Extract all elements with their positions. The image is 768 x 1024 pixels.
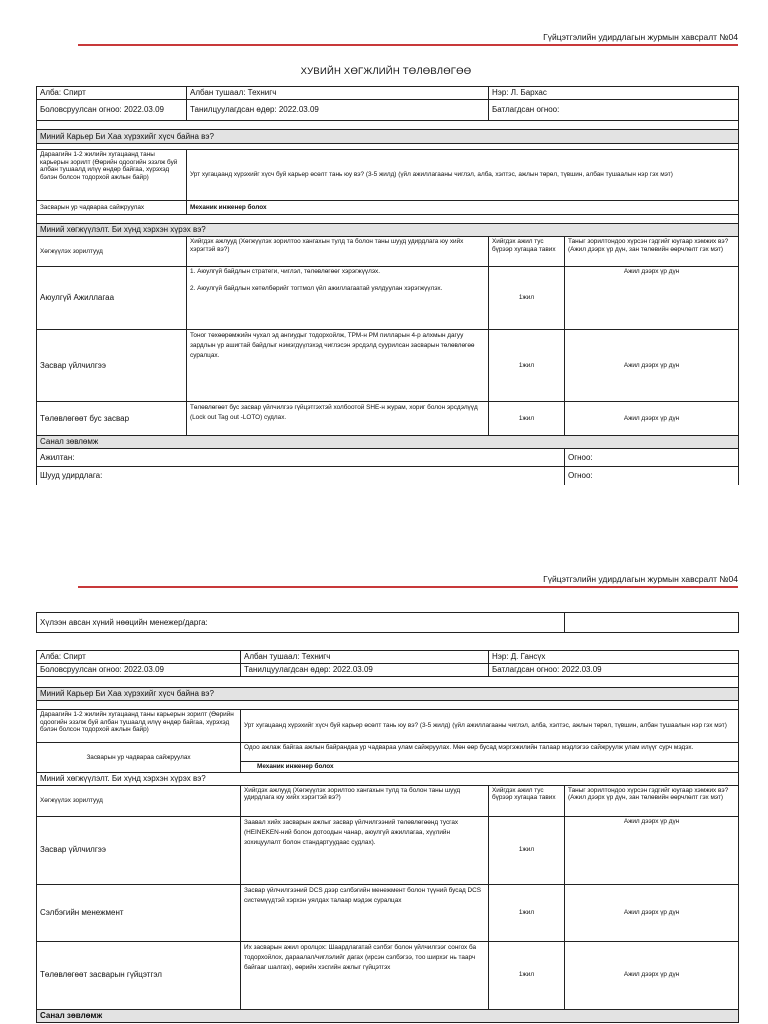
col-goals-header: Хөгжүүлэх зорилтууд (37, 237, 187, 267)
doc-header-page2: Гүйцэтгэлийн удирдлагын журмын хавсралт №04 (543, 574, 738, 584)
approved-date-cell: Батлагдсан огноо: 2022.03.09 (489, 664, 739, 677)
table-row (37, 816, 739, 884)
col-deadline-header: Хийгдэх ажил тус бүрээр хугацаа тавих (489, 237, 565, 267)
action-item: 1. Аюулгүй байдлын стратеги, чиглэл, төлөвлөгөөг хэрэгжүүлэх. (190, 268, 380, 275)
approved-date-cell: Батлагдсан огноо: (489, 100, 739, 121)
plan-table-page2 (36, 650, 739, 1023)
table-row (37, 884, 739, 941)
deadline-cell: 1жил (489, 402, 565, 436)
table-row (37, 267, 739, 330)
hr-manager-label: Хүлээн авсан хүний нөөцийн менежер/дарга: (37, 613, 565, 633)
goal-cell: Сэлбэгийн менежмент (37, 884, 241, 941)
table-row (37, 330, 739, 402)
deadline-cell: 1жил (489, 941, 565, 1009)
spacer-row (37, 701, 739, 710)
col-actions-header: Хийгдэх ажлууд (Хөгжүүлэх зорилтоо хангахын тулд та болон таны шууд удирдлага юу хийх хэрэгтэй вэ?) (241, 785, 489, 816)
employee-date: Огноо: (565, 449, 739, 467)
goal-cell: Төлөвлөгөөт бус засвар (37, 402, 187, 436)
manager-date: Огноо: (565, 467, 739, 485)
result-cell: Ажил дээрх үр дүн (565, 330, 739, 402)
advice-heading: Санал зөвлөмж (37, 436, 739, 449)
career-long-term-question: Урт хугацаанд хүрэхийг хүсч буй карьер өсөлт тань юу вэ? (3-5 жилд) (үйл ажиллагааны чиглэл, алба, хэлтэс, ажлын төрөл, түвшин, албан тушаалын нэр гэх мэт) (241, 710, 739, 743)
goal-cell: Аюулгүй Ажиллагаа (37, 267, 187, 330)
result-cell: Ажил дээрх үр дүн (565, 267, 739, 330)
col-result-header: Таныг зорилтондоо хүрсэн гэдгийг юугаар хэмжих вэ? (Ажил дээрх үр дүн, зан төлөвийн өөрчлөлт гэх мэт) (565, 237, 739, 267)
manager-signature: Шууд удирдлага: (37, 467, 565, 485)
header-divider (78, 586, 738, 588)
goal-cell: Засвар үйлчилгээ (37, 330, 187, 402)
spacer-row (37, 677, 739, 688)
improve-label: Засварын ур чадвараа сайжруулах (37, 743, 241, 773)
col-deadline-header: Хийгдэх ажил тус бүрээр хугацаа тавих (489, 785, 565, 816)
deadline-cell: 1жил (489, 330, 565, 402)
hr-table (36, 612, 739, 633)
actions-cell: Заавал хийх засварын ажлыг засвар үйлчилгээний төлөвлөгөөнд тусгах (HEINEKEN-ний болон дотоодын чанар, аюулгүй ажиллагаа, хүүлийн зохицуулалт болон стандартуудаас судлах). (241, 816, 489, 884)
career-heading: Миний Карьер Би Хаа хүрэхийг хүсч байна вэ? (37, 688, 739, 701)
development-heading: Миний хөгжүүлэлт. Би хүнд хэрхэн хүрэх вэ? (37, 772, 739, 785)
improve-label: Засварын ур чадвараа сайжруулах (37, 201, 187, 215)
col-result-header: Таныг зорилтондоо хүрсэн гэдгийг юугаар хэмжих вэ? (Ажил дээрх үр дүн, зан төлөвийн өөрчлөлт гэх мэт) (565, 785, 739, 816)
actions-cell: Их засварын ажил оролцох: Шаардлагатай сэлбэг болон үйлчилгээг сонгох ба тодорхойлох, дараалал/чиглэлийг дагах (ирсэн сэлбэгээ, тоо ширхэг нь таарч байгааг шалгах), өөрийн хэсгийн ажлыг гүйцэтгэх (241, 941, 489, 1009)
career-long-term-question: Урт хугацаанд хүрэхийг хүсч буй карьер өсөлт тань юу вэ? (3-5 жилд) (үйл ажиллагааны чиглэл, алба, хэлтэс, ажлын төрөл, түвшин, албан тушаалын нэр гэх мэт) (187, 150, 739, 201)
page-title: ХУВИЙН ХӨГЖЛИЙН ТӨЛӨВЛӨГӨӨ (300, 66, 472, 77)
table-row (37, 941, 739, 1009)
improve-value: Механик инженер болох (241, 762, 739, 773)
prepared-date-cell: Боловсруулсан огноо: 2022.03.09 (37, 100, 187, 121)
goal-cell: Төлөвлөгөөт засварын гүйцэтгэл (37, 941, 241, 1009)
employee-signature: Ажилтан: (37, 449, 565, 467)
header-divider (78, 44, 738, 46)
career-short-term-question: Дараагийн 1-2 жилийн хугацаанд таны карьерын зорилт (Өөрийн одоогийн эзэлж буй албан тушаалд илүү өндөр байгаа, хүрэхэд бэлэн болсон тодорхой ажлын байр) (37, 710, 241, 743)
dept-cell: Алба: Спирт (37, 651, 241, 664)
name-cell: Нэр: Л. Бархас (489, 87, 739, 100)
doc-header-page1: Гүйцэтгэлийн удирдлагын журмын хавсралт №04 (543, 32, 738, 42)
hr-signature-cell (565, 613, 739, 633)
plan-table-page1 (36, 86, 739, 485)
goal-cell: Засвар үйлчилгээ (37, 816, 241, 884)
col-actions-header: Хийгдэх ажлууд (Хөгжүүлэх зорилтоо хангахын тулд та болон таны шууд удирдлага юу хийх хэрэгтэй вэ?) (187, 237, 489, 267)
deadline-cell: 1жил (489, 816, 565, 884)
deadline-cell: 1жил (489, 884, 565, 941)
spacer-row (37, 215, 739, 224)
prepared-date-cell: Боловсруулсан огноо: 2022.03.09 (37, 664, 241, 677)
dept-cell: Алба: Спирт (37, 87, 187, 100)
position-cell: Албан тушаал: Технигч (241, 651, 489, 664)
deadline-cell: 1жил (489, 267, 565, 330)
career-short-term-question: Дараагийн 1-2 жилийн хугацаанд таны карьерын зорилт (Өөрийн одоогийн эзэлж буй албан тушаалд илүү өндөр байгаа, хүрэхэд бэлэн болсон тодорхой ажлын байр) (37, 150, 187, 201)
actions-cell: Тоног төхөөрөмжийн чухал эд ангиудыг тодорхойлж, TPM-н PM пилларын 4-р алхмын дагуу зардлын үр ашигтай байдлыг нэмэгдүүлэхэд чиглэсэн эрсдэлд суурилсан засварын төлөвлөгөө суралцах. (187, 330, 489, 402)
actions-cell: Засвар үйлчилгээний DCS дээр сэлбэгийн менежмент болон түүний бусад DCS системүүдтэй хэрхэн уялдах талаар мэдэж суралцах (241, 884, 489, 941)
career-answer: Одоо ажлаж байгаа ажлын байрандаа ур чадвараа улам сайжруулах. Мөн өөр бусад мэргэжилийн талаар мэдлэгээ сайжруулж улам илүүг сурч мэдэх. (241, 743, 739, 762)
actions-cell (187, 267, 489, 330)
result-cell: Ажил дээрх үр дүн (565, 941, 739, 1009)
spacer-row (37, 121, 739, 130)
result-cell: Ажил дээрх үр дүн (565, 816, 739, 884)
action-item: 2. Аюулгүй байдлын хөтөлбөрийг тогтмол үйл ажиллагаатай уялдуулан хэрэгжүүлэх. (190, 284, 443, 292)
career-heading: Миний Карьер Би Хаа хүрэхийг хүсч байна вэ? (37, 130, 739, 144)
col-goals-header: Хөгжүүлэх зорилтууд (37, 785, 241, 816)
actions-cell: Төлөвлөгөөт бус засвар үйлчилгээ гүйцэтгэхтэй холбоотой SHE-н журам, хориг болон эрсдэлүүд (Lock out Tag out -LOTO) судлах. (187, 402, 489, 436)
result-cell: Ажил дээрх үр дүн (565, 884, 739, 941)
introduced-date-cell: Танилцуулагдсан өдөр: 2022.03.09 (187, 100, 489, 121)
development-heading: Миний хөгжүүлэлт. Би хүнд хэрхэн хүрэх вэ? (37, 224, 739, 237)
table-row (37, 402, 739, 436)
improve-value: Механик инженер болох (187, 201, 739, 215)
advice-heading: Санал зөвлөмж (37, 1009, 739, 1022)
result-cell: Ажил дээрх үр дүн (565, 402, 739, 436)
name-cell: Нэр: Д. Гансүх (489, 651, 739, 664)
introduced-date-cell: Танилцуулагдсан өдөр: 2022.03.09 (241, 664, 489, 677)
position-cell: Албан тушаал: Технигч (187, 87, 489, 100)
